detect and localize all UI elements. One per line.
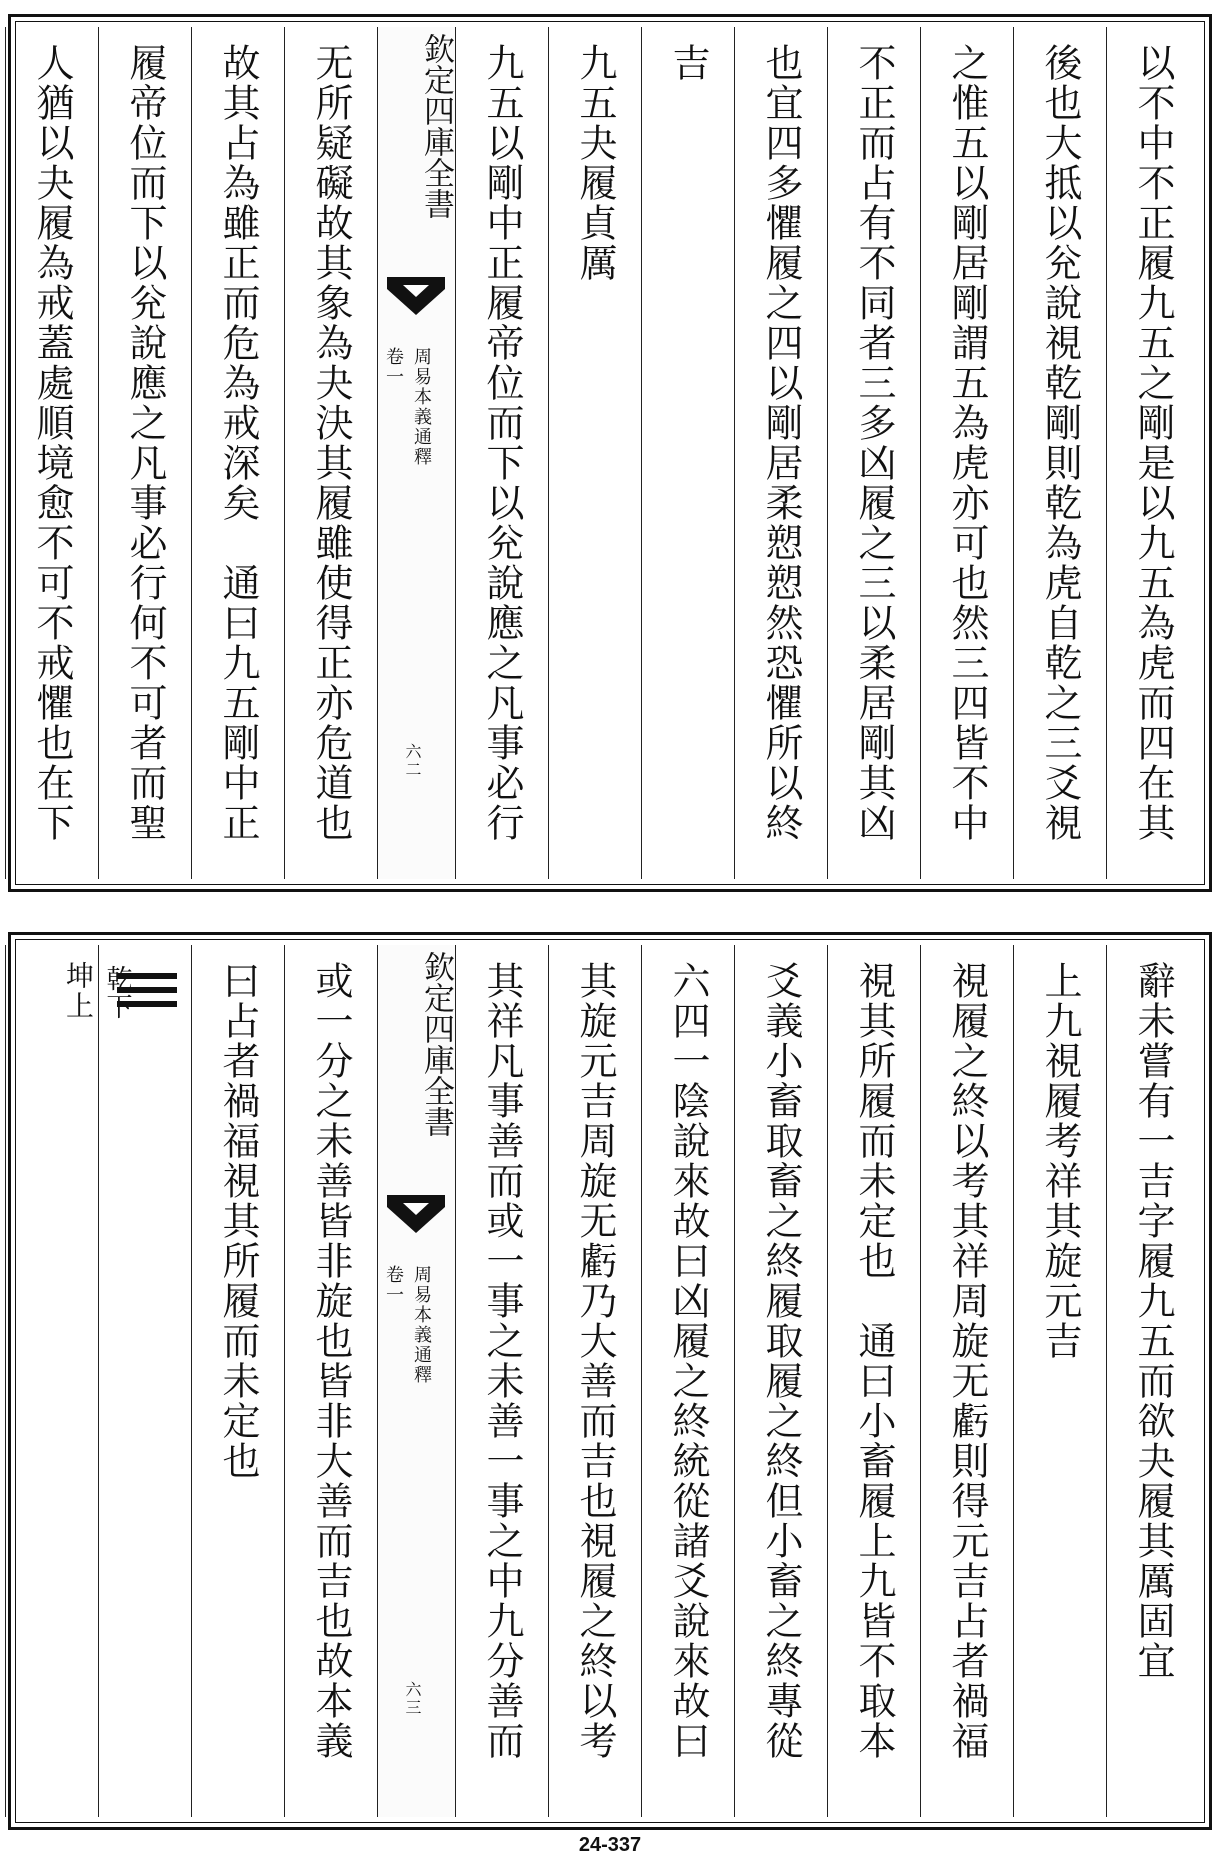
text-column: 辭未嘗有一吉字履九五而欲夬履其厲固宜 bbox=[1106, 945, 1199, 1817]
book-name: 周易本義通釋 bbox=[411, 347, 432, 467]
text-column: 六四一陰說來故曰凶履之終統從諸爻說來故曰 bbox=[641, 945, 734, 1817]
hexagram-trigram-label bbox=[103, 965, 131, 1021]
book-name: 周易本義通釋 bbox=[411, 1265, 432, 1385]
text-column: 或一分之未善皆非旋也皆非大善而吉也故本義 bbox=[284, 945, 377, 1817]
text-column: 爻義小畜取畜之終履取履之終但小畜之終專從 bbox=[734, 945, 827, 1817]
text-column: 人猶以夬履為戒蓋處順境愈不可不戒懼也在下 bbox=[5, 27, 98, 879]
volume-label: 卷一 bbox=[383, 1265, 404, 1305]
text-column: 其旋元吉周旋无虧乃大善而吉也視履之終以考 bbox=[548, 945, 641, 1817]
book-title: 欽定四庫全書 bbox=[418, 951, 454, 1137]
text-column: 以不中不正履九五之剛是以九五為虎而四在其 bbox=[1106, 27, 1199, 879]
leaf-number: 六二 bbox=[403, 743, 422, 779]
text-column: 九五以剛中正履帝位而下以兊說應之凡事必行 bbox=[455, 27, 548, 879]
top-columns bbox=[21, 27, 1199, 879]
text-column: 也宜四多懼履之四以剛居柔愬愬然恐懼所以終 bbox=[734, 27, 827, 879]
volume-label: 卷一 bbox=[383, 347, 404, 387]
text-column bbox=[0, 27, 5, 879]
page-reference: 24-337 bbox=[578, 1834, 642, 1856]
center-fold bbox=[377, 27, 455, 879]
text-column: 曰占者禍福視其所履而未定也 bbox=[191, 945, 284, 1817]
fish-tail-ornament-icon bbox=[385, 1193, 447, 1237]
text-column: 履帝位而下以兊說應之凡事必行何不可者而聖 bbox=[98, 27, 191, 879]
text-column: 吉 bbox=[641, 27, 734, 879]
page-bottom bbox=[8, 932, 1212, 1830]
trigram-upper: 坤上 bbox=[62, 961, 95, 1021]
text-column: 後也大抵以兊說視乾剛則乾為虎自乾之三爻視 bbox=[1013, 27, 1106, 879]
center-fold bbox=[377, 945, 455, 1817]
line-heading: 九五夬履貞厲 bbox=[548, 27, 641, 879]
text-column: 无所疑礙故其象為夬決其履雖使得正亦危道也 bbox=[284, 27, 377, 879]
text-column: 故其占為雖正而危為戒深矣 通曰九五剛中正 bbox=[191, 27, 284, 879]
trigram-lower: 乾下 bbox=[102, 965, 132, 1021]
text-column: 不正而占有不同者三多凶履之三以柔居剛其凶 bbox=[827, 27, 920, 879]
bottom-columns bbox=[21, 945, 1199, 1817]
book-title: 欽定四庫全書 bbox=[418, 33, 454, 219]
fish-tail-ornament-icon bbox=[385, 275, 447, 319]
hexagram-heading bbox=[0, 945, 5, 1817]
hexagram-label-column bbox=[5, 945, 98, 1817]
text-column: 之惟五以剛居剛謂五為虎亦可也然三四皆不中 bbox=[920, 27, 1013, 879]
line-heading: 上九視履考祥其旋元吉 bbox=[1013, 945, 1106, 1817]
page-top bbox=[8, 14, 1212, 892]
text-column: 其祥凡事善而或一事之未善一事之中九分善而 bbox=[455, 945, 548, 1817]
text-column: 視履之終以考其祥周旋无虧則得元吉占者禍福 bbox=[920, 945, 1013, 1817]
hexagram-column bbox=[98, 945, 191, 1817]
text-column: 視其所履而未定也 通曰小畜履上九皆不取本 bbox=[827, 945, 920, 1817]
leaf-number: 六三 bbox=[403, 1681, 422, 1717]
